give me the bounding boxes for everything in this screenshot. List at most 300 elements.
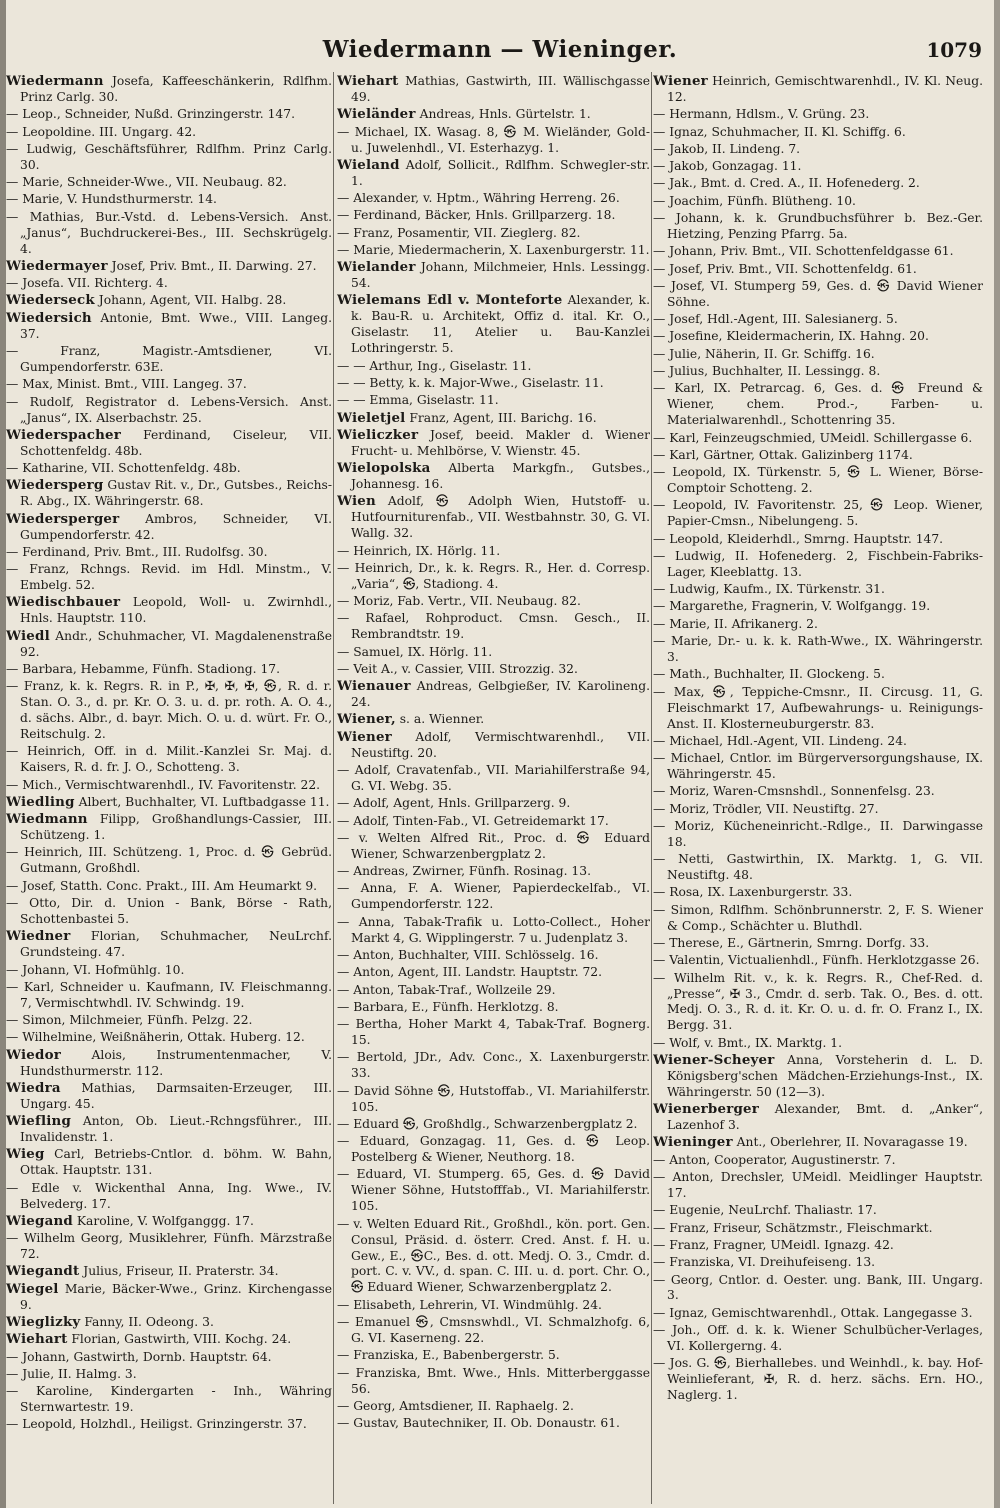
entry-text: Alberta Markgfn., Gutsbes., Johannesg. 16.: [351, 461, 650, 492]
entry-text: — Heinrich, III. Schützeng. 1, Proc. d. ㉿ Gebrüd. Gutmann, Großhdl.: [6, 845, 332, 876]
directory-entry: [653, 971, 983, 1035]
directory-entry: [337, 1366, 650, 1398]
entry-text: — — Betty, k. k. Major-Wwe., Giselastr. 11.: [337, 375, 604, 390]
directory-entry: [337, 208, 650, 224]
entry-text: Ferdinand, Ciseleur, VII. Schottenfeldg. 48b.: [20, 427, 332, 458]
entry-text: — Anton, Buchhalter, VIII. Schlösselg. 16.: [337, 947, 599, 962]
entry-text: — Franz, Fragner, UMeidl. Ignazg. 42.: [653, 1237, 894, 1252]
entry-surname: Wieninger: [653, 1134, 733, 1151]
entry-text: Heinrich, Gemischtwarenhdl., IV. Kl. Neug. 12.: [667, 74, 983, 104]
entry-text: — Ferdinand, Bäcker, Hnls. Grillparzerg. 18.: [337, 208, 616, 223]
directory-entry: [653, 885, 983, 901]
directory-entry: [653, 1135, 983, 1151]
directory-entry: [6, 74, 332, 106]
entry-text: — Wolf, v. Bmt., IX. Marktg. 1.: [653, 1035, 842, 1050]
directory-entry: [337, 393, 650, 409]
directory-entry: [337, 1117, 650, 1133]
entry-text: — Hermann, Hdlsm., V. Grüng. 23.: [653, 107, 870, 122]
entry-text: — Anton, Tabak-Traf., Wollzeile 29.: [337, 982, 556, 997]
directory-entry: [337, 428, 650, 460]
entry-text: — Josef, Priv. Bmt., VII. Schottenfeldg. 61.: [653, 261, 917, 276]
entry-text: — Eduard ㉿, Großhdlg., Schwarzenbergplatz 2.: [337, 1116, 638, 1131]
entry-text: — Bertold, JDr., Adv. Conc., X. Laxenburgerstr. 33.: [337, 1050, 650, 1081]
entry-text: — Leopold, IX. Türkenstr. 5, ㉿ L. Wiener, Börse-Comptoir Schotteng. 2.: [653, 465, 983, 496]
entry-text: — Anton, Agent, III. Landstr. Hauptstr. 72.: [337, 965, 603, 980]
entry-text: — Eduard, VI. Stumperg. 65, Ges. d. ㉿ David Wiener Söhne, Hutstofffab., VI. Mariahilferstr. 105.: [337, 1167, 650, 1214]
entry-surname: Wiegandt: [6, 1263, 80, 1280]
directory-entry: [6, 980, 332, 1012]
entry-text: — Rafael, Rohproduct. Cmsn. Gesch., II. Rembrandtstr. 19.: [337, 611, 650, 642]
directory-entry: [653, 1273, 983, 1305]
entry-text: — Samuel, IX. Hörlg. 11.: [337, 644, 493, 659]
directory-entry: [653, 329, 983, 345]
entry-text: — Veit A., v. Cassier, VIII. Strozzig. 32.: [337, 661, 578, 676]
directory-entry: [6, 679, 332, 743]
directory-entry: [6, 812, 332, 844]
directory-entry: [337, 107, 650, 123]
directory-entry: [653, 107, 983, 123]
entry-text: — Ferdinand, Priv. Bmt., III. Rudolfsg. 30.: [6, 544, 268, 559]
entry-text: Johann, Agent, VII. Halbg. 28.: [98, 293, 287, 308]
entry-text: Antonie, Bmt. Wwe., VIII. Langeg. 37.: [20, 310, 332, 341]
directory-entry: [6, 107, 332, 123]
entry-text: Mathias, Gastwirth, III. Wällischgasse 49.: [351, 74, 650, 104]
entry-text: — Eduard, Gonzagag. 11, Ges. d. ㉿ Leop. Postelberg & Wiener, Neuthorg. 18.: [337, 1134, 650, 1165]
entry-text: — Max, Minist. Bmt., VIII. Langeg. 37.: [6, 377, 247, 392]
entry-text: — Franziska, VI. Dreihufeiseng. 13.: [653, 1255, 876, 1270]
entry-text: s. a. Wienner.: [399, 712, 485, 727]
entry-text: Florian, Gastwirth, VIII. Kochg. 24.: [71, 1332, 292, 1347]
directory-entry: [337, 461, 650, 493]
entry-surname: Wieländer: [337, 106, 416, 123]
entry-surname: Wiedersich: [6, 309, 92, 326]
directory-entry: [6, 662, 332, 678]
entry-text: — Marie, Miedermacherin, X. Laxenburgerstr. 11.: [337, 242, 650, 257]
entry-text: — David Söhne ㉿, Hutstoffab., VI. Mariahilferstr. 105.: [337, 1083, 650, 1114]
entry-text: — Leopoldine. III. Ungarg. 42.: [6, 124, 197, 139]
entry-surname: Wiederspacher: [6, 426, 121, 443]
entry-surname: Wieg: [6, 1146, 45, 1163]
entry-text: — — Arthur, Ing., Giselastr. 11.: [337, 358, 532, 373]
entry-text: Alexander, Bmt. d. „Anker“, Lazenhof 3.: [667, 1102, 983, 1133]
directory-entry: [653, 819, 983, 851]
directory-entry: [6, 896, 332, 928]
directory-entry: [653, 734, 983, 750]
entry-text: — Alexander, v. Hptm., Währing Herreng. 26.: [337, 191, 620, 206]
directory-entry: [653, 549, 983, 581]
directory-entry: [653, 431, 983, 447]
directory-entry: [653, 1255, 983, 1271]
directory-entry: [337, 226, 650, 242]
directory-entry: [653, 903, 983, 935]
entry-surname: Wienauer: [337, 678, 411, 695]
entry-text: — Wilhelmine, Weißnäherin, Ottak. Huberg. 12.: [6, 1030, 305, 1045]
directory-entry: [653, 364, 983, 380]
directory-entry: [6, 1350, 332, 1366]
entry-text: — Bertha, Hoher Markt 4, Tabak-Traf. Bognerg. 15.: [337, 1017, 650, 1048]
entry-text: — Simon, Rdlfhm. Schönbrunnerstr. 2, F. S. Wiener & Comp., Schächter u. Bluthdl.: [653, 902, 983, 933]
directory-entry: [653, 159, 983, 175]
entry-text: — Mich., Vermischtwarenhdl., IV. Favoritenstr. 22.: [6, 777, 321, 792]
entry-text: Mathias, Darmsaiten-Erzeuger, III. Ungarg. 45.: [20, 1080, 332, 1111]
directory-entry: [6, 1048, 332, 1080]
directory-entry: [6, 1367, 332, 1383]
directory-entry: [6, 1332, 332, 1348]
directory-entry: [337, 864, 650, 880]
directory-entry: [6, 1264, 332, 1280]
directory-entry: [653, 751, 983, 783]
entry-text: — Ignaz, Schuhmacher, II. Kl. Schiffg. 6.: [653, 124, 906, 139]
directory-entry: [6, 929, 332, 961]
directory-entry: [337, 158, 650, 190]
entry-text: — Johann, Gastwirth, Dornb. Hauptstr. 64.: [6, 1349, 272, 1364]
entry-text: — Georg, Cntlor. d. Oester. ung. Bank, III. Ungarg. 3.: [653, 1272, 983, 1303]
directory-entry: [6, 1147, 332, 1179]
directory-entry: [337, 1050, 650, 1082]
directory-entry: [337, 831, 650, 863]
directory-entry: [337, 1416, 650, 1432]
directory-entry: [337, 645, 650, 661]
entry-text: — Ignaz, Gemischtwarenhdl., Ottak. Langegasse 3.: [653, 1305, 973, 1320]
directory-entry: [6, 963, 332, 979]
entry-text: — Ludwig, II. Hofenederg. 2, Fischbein-Fabriks-Lager, Kleeblattg. 13.: [653, 548, 983, 579]
entry-text: Adolf, Sollicit., Rdlfhm. Schwegler-str. 1.: [351, 157, 650, 188]
entry-text: — Josef, Hdl.-Agent, III. Salesianerg. 5.: [653, 312, 898, 327]
entry-text: Gustav Rit. v., Dr., Gutsbes., Reichs-R. Abg., IX. Währingerstr. 68.: [20, 478, 332, 509]
directory-entry: [653, 1356, 983, 1404]
entry-text: — Therese, E., Gärtnerin, Smrng. Dorfg. 33.: [653, 935, 930, 950]
directory-entry: [337, 494, 650, 542]
directory-entry: [653, 498, 983, 530]
directory-entry: [6, 879, 332, 895]
directory-entry: [337, 1217, 650, 1297]
entry-text: — Marie, Schneider-Wwe., VII. Neubaug. 82.: [6, 175, 287, 190]
entry-surname: Wiederseck: [6, 292, 95, 309]
directory-entry: [653, 1036, 983, 1052]
entry-text: — Leopold, IV. Favoritenstr. 25, ㉿ Leop. Wiener, Papier-Cmsn., Nibelungeng. 5.: [653, 498, 983, 529]
entry-text: — v. Welten Alfred Rit., Proc. d. ㉿ Eduard Wiener, Schwarzenbergplatz 2.: [337, 830, 650, 861]
directory-entry: [337, 191, 650, 207]
entry-text: — Karl, Schneider u. Kaufmann, IV. Fleischmanng. 7, Vermischtwhdl. IV. Schwindg. 19.: [6, 979, 332, 1010]
directory-entry: [337, 948, 650, 964]
directory-entry: [6, 1013, 332, 1029]
entry-surname: Wiefling: [6, 1113, 72, 1130]
entry-text: — Wilhelm Rit. v., k. k. Regrs. R., Chef-Red. d. „Presse“, ✠ 3., Cmdr. d. serb. Tak. O., Bes. d. ott. Medj. O. 3., R. d. it. Kr. O. u. d. fr. O. Franz I., IX. Bergg. 31.: [653, 970, 983, 1033]
directory-entry: [653, 211, 983, 243]
entry-text: Andreas, Hnls. Gürtelstr. 1.: [419, 107, 591, 122]
entry-text: — Valentin, Victualienhdl., Fünfh. Herklotzgasse 26.: [653, 953, 980, 968]
directory-entry: [6, 1214, 332, 1230]
entry-text: — Barbara, Hebamme, Fünfh. Stadiong. 17.: [6, 661, 281, 676]
directory-entry: [6, 461, 332, 477]
directory-entry: [337, 611, 650, 643]
directory-entry: [337, 359, 650, 375]
entry-text: Ambros, Schneider, VI. Gumpendorferstr. 42.: [20, 511, 332, 542]
entry-text: — Anton, Cooperator, Augustinerstr. 7.: [653, 1152, 896, 1167]
directory-entry: [337, 983, 650, 999]
directory-entry: [337, 561, 650, 593]
entry-text: — Netti, Gastwirthin, IX. Marktg. 1, G. VII. Neustiftg. 48.: [653, 852, 983, 883]
directory-entry: [653, 176, 983, 192]
running-title: Wiedermann — Wieninger.: [322, 36, 678, 63]
entry-text: — Leop., Schneider, Nußd. Grinzingerstr. 147.: [6, 107, 295, 122]
directory-entry: [653, 448, 983, 464]
page-edge-right: [994, 0, 1000, 1508]
entry-surname: Wiedersperg: [6, 477, 104, 494]
entry-text: — Elisabeth, Lehrerin, VI. Windmühlg. 24.: [337, 1297, 602, 1312]
entry-surname: Wieletjel: [337, 409, 406, 426]
entry-text: — Anna, Tabak-Trafik u. Lotto-Collect., Hoher Markt 4, G. Wipplingerstr. 7 u. Judenplatz 3.: [337, 914, 650, 945]
entry-text: — Simon, Milchmeier, Fünfh. Pelzg. 22.: [6, 1013, 253, 1028]
directory-entry: [337, 1084, 650, 1116]
directory-entry: [653, 953, 983, 969]
directory-entry: [6, 276, 332, 292]
entry-text: — Josef, VI. Stumperg 59, Ges. d. ㉿ David Wiener Söhne.: [653, 278, 983, 309]
directory-entry: [337, 881, 650, 913]
entry-text: — Jos. G. ㉿, Bierhallebes. und Weinhdl., k. bay. Hof-Weinlieferant, ✠, R. d. herz. sächs. Ern. HO., Naglerg. 1.: [653, 1356, 983, 1403]
entry-surname: Wieland: [337, 156, 400, 173]
entry-text: Ant., Oberlehrer, II. Novaragasse 19.: [736, 1135, 968, 1150]
entry-text: — Julie, II. Halmg. 3.: [6, 1366, 137, 1381]
entry-surname: Wiener-Scheyer: [653, 1052, 775, 1069]
directory-entry: [6, 125, 332, 141]
directory-entry: [337, 1017, 650, 1049]
entry-surname: Wielopolska: [337, 460, 431, 477]
directory-entry: [653, 194, 983, 210]
directory-entry: [6, 210, 332, 258]
directory-entry: [653, 936, 983, 952]
entry-text: — Franz, Posamentir, VII. Zieglerg. 82.: [337, 225, 581, 240]
directory-entry: [6, 395, 332, 427]
column-rule: [333, 72, 334, 1504]
entry-text: — Wilhelm Georg, Musiklehrer, Fünfh. Märzstraße 72.: [6, 1231, 332, 1262]
entry-text: — Marie, Dr.- u. k. k. Rath-Wwe., IX. Währingerstr. 3.: [653, 634, 983, 664]
entry-text: Adolf, Vermischtwarenhdl., VII. Neustiftg. 20.: [351, 729, 650, 760]
directory-entry: [653, 1053, 983, 1101]
entry-text: Alois, Instrumentenmacher, V. Hundsthurmerstr. 112.: [20, 1047, 332, 1078]
entry-text: — Math., Buchhalter, II. Glockeng. 5.: [653, 667, 885, 682]
entry-text: — Julius, Buchhalter, II. Lessingg. 8.: [653, 364, 881, 379]
entry-text: — Heinrich, Off. in d. Milit.-Kanzlei Sr. Maj. d. Kaisers, R. d. fr. J. O., Schotteng. 3.: [6, 744, 332, 775]
directory-entry: [337, 74, 650, 106]
entry-text: — Adolf, Cravatenfab., VII. Mariahilferstraße 94, G. VI. Webg. 35.: [337, 763, 650, 793]
entry-text: — Katharine, VII. Schottenfeldg. 48b.: [6, 461, 241, 476]
directory-entry: [6, 744, 332, 776]
directory-entry: [653, 599, 983, 615]
directory-entry: [653, 784, 983, 800]
entry-text: — Rudolf, Registrator d. Lebens-Versich. Anst. „Janus“, IX. Alserbachstr. 25.: [6, 394, 332, 425]
directory-entry: [653, 1170, 983, 1202]
entry-text: — Michael, Hdl.-Agent, VII. Lindeng. 24.: [653, 733, 907, 748]
directory-entry: [653, 667, 983, 683]
entry-text: — Moriz, Fab. Vertr., VII. Neubaug. 82.: [337, 594, 581, 609]
entry-surname: Wiegel: [6, 1280, 59, 1297]
entry-text: — Ludwig, Kaufm., IX. Türkenstr. 31.: [653, 582, 885, 597]
entry-text: — Eugenie, NeuLrchf. Thaliastr. 17.: [653, 1203, 877, 1218]
entry-text: — Joh., Off. d. k. k. Wiener Schulbücher-Verlages, VI. Kollergerng. 4.: [653, 1323, 983, 1354]
entry-text: — Josefine, Kleidermacherin, IX. Hahng. 20.: [653, 329, 929, 344]
entry-text: — Karl, IX. Petrarcag. 6, Ges. d. ㉿ Freund & Wiener, chem. Prod.-, Farben- u. Materialwarenhdl., Schottenring 35.: [653, 381, 983, 428]
entry-text: Anna, Vorsteherin d. L. D. Königsberg'schen Mädchen-Erziehungs-Inst., IX. Währingerstr. 50 (12—3).: [667, 1053, 983, 1099]
directory-entry: [6, 1417, 332, 1433]
entry-text: Andreas, Gelbgießer, IV. Karolineng. 24.: [351, 679, 650, 710]
running-header: [0, 36, 1000, 76]
entry-text: — Margarethe, Fragnerin, V. Wolfgangg. 19.: [653, 599, 931, 614]
directory-entry: [6, 1315, 332, 1331]
directory-entry: [6, 142, 332, 174]
directory-entry: [653, 617, 983, 633]
entry-text: — Edle v. Wickenthal Anna, Ing. Wwe., IV. Belvederg. 17.: [6, 1180, 332, 1211]
entry-text: — Franz, k. k. Regrs. R. in P., ✠, ✠, ✠, ㉿, R. d. r. Stan. O. 3., d. pr. Kr. O. 3. u. d. pr. roth. A. O. 4., d. sächs. Albr., d. bayr. Mich. O. u. d. würt. Fr. O., Reitschulg. 2.: [6, 679, 332, 742]
directory-entry: [6, 562, 332, 594]
entry-text: Karoline, V. Wolfganggg. 17.: [76, 1213, 254, 1228]
entry-text: Josef, Priv. Bmt., II. Darwing. 27.: [111, 258, 317, 273]
entry-text: Josefa, Kaffeeschänkerin, Rdlfhm. Prinz Carlg. 30.: [20, 74, 332, 104]
directory-entry: [653, 1306, 983, 1322]
directory-entry: [653, 381, 983, 429]
entry-surname: Wiehart: [6, 1331, 68, 1348]
directory-entry: [653, 1238, 983, 1254]
entry-text: — Josefa. VII. Richterg. 4.: [6, 276, 168, 291]
entry-surname: Wiedmann: [6, 811, 88, 828]
directory-entry: [337, 260, 650, 292]
directory-entry: [337, 814, 650, 830]
entry-text: — Franz, Friseur, Schätzmstr., Fleischmarkt.: [653, 1220, 933, 1235]
entry-text: — Franz, Rchngs. Revid. im Hdl. Minstm., V. Embelg. 52.: [6, 562, 332, 593]
entry-text: — Moriz, Trödler, VII. Neustiftg. 27.: [653, 801, 879, 816]
directory-entry: [337, 1315, 650, 1347]
directory-entry: [653, 1221, 983, 1237]
entry-text: Florian, Schuhmacher, NeuLrchf. Grundsteing. 47.: [20, 929, 332, 960]
entry-text: — Franziska, Bmt. Wwe., Hnls. Mitterberggasse 56.: [337, 1365, 650, 1396]
directory-entry: [337, 544, 650, 560]
column-3: [653, 74, 983, 1504]
directory-entry: [6, 795, 332, 811]
directory-entry: [653, 125, 983, 141]
entry-surname: Wiedermayer: [6, 257, 108, 274]
entry-surname: Wienerberger: [653, 1101, 759, 1118]
directory-entry: [337, 125, 650, 157]
directory-entry: [6, 344, 332, 376]
entry-text: — Adolf, Agent, Hnls. Grillparzerg. 9.: [337, 796, 571, 811]
column-rule: [651, 72, 652, 1504]
entry-text: — Leopold, Holzhdl., Heiligst. Grinzingerstr. 37.: [6, 1417, 307, 1432]
directory-entry: [337, 1134, 650, 1166]
entry-text: Alexander, k. k. Bau-R. u. Architekt, Offiz d. ital. Kr. O., Giselastr. 11, Atelier u. Bau-Kanzlei Lothringerstr. 5.: [351, 293, 650, 356]
entry-text: Carl, Betriebs-Cntlor. d. böhm. W. Bahn, Ottak. Hauptstr. 131.: [20, 1147, 332, 1178]
entry-text: — Anna, F. A. Wiener, Papierdeckelfab., VI. Gumpendorferstr. 122.: [337, 881, 650, 912]
entry-text: — Jak., Bmt. d. Cred. A., II. Hofenederg. 2.: [653, 176, 920, 191]
directory-entry: [653, 1203, 983, 1219]
entry-text: Julius, Friseur, II. Praterstr. 34.: [83, 1264, 279, 1279]
entry-surname: Wiedner: [6, 928, 71, 945]
entry-text: — Franziska, E., Babenbergerstr. 5.: [337, 1348, 560, 1363]
entry-text: — Marie, II. Afrikanerg. 2.: [653, 616, 818, 631]
directory-entry: [337, 594, 650, 610]
directory-entry: [6, 512, 332, 544]
entry-text: Josef, beeid. Makler d. Wiener Frucht- u. Mehlbörse, V. Wienstr. 45.: [351, 427, 650, 458]
directory-entry: [6, 1384, 332, 1416]
entry-text: — Jakob, Gonzagag. 11.: [653, 159, 802, 174]
entry-text: — Johann, k. k. Grundbuchsführer b. Bez.-Ger. Hietzing, Penzing Pfarrg. 5a.: [653, 211, 983, 241]
directory-entry: [6, 629, 332, 661]
directory-entry: [653, 465, 983, 497]
entry-surname: Wiegand: [6, 1212, 73, 1229]
directory-entry: [653, 74, 983, 106]
directory-entry: [337, 730, 650, 762]
directory-entry: [653, 1323, 983, 1355]
directory-entry: [337, 1000, 650, 1016]
directory-entry: [6, 293, 332, 309]
entry-text: Filipp, Großhandlungs-Cassier, III. Schützeng. 1.: [20, 812, 332, 843]
entry-text: — Heinrich, IX. Hörlg. 11.: [337, 543, 501, 558]
directory-entry: [6, 175, 332, 191]
directory-entry: [6, 377, 332, 393]
directory-entry: [6, 545, 332, 561]
entry-text: — Franz, Magistr.-Amtsdiener, VI. Gumpendorferstr. 63E.: [6, 344, 332, 374]
directory-entry: [653, 532, 983, 548]
entry-surname: Wielemans Edl v. Monteforte: [337, 292, 563, 309]
entry-text: Fanny, II. Odeong. 3.: [84, 1315, 214, 1329]
entry-text: Andr., Schuhmacher, VI. Magdalenenstraße 92.: [20, 628, 332, 659]
directory-entry: [337, 1348, 650, 1364]
entry-text: — Anton, Drechsler, UMeidl. Meidlinger Hauptstr. 17.: [653, 1170, 983, 1201]
entry-surname: Wiedl: [6, 627, 50, 644]
entry-text: — Joachim, Fünfh. Blütheng. 10.: [653, 193, 856, 208]
directory-entry: [653, 802, 983, 818]
entry-text: — Heinrich, Dr., k. k. Regrs. R., Her. d. Corresp. „Varia“, ㉿, Stadiong. 4.: [337, 560, 650, 591]
entry-surname: Wieliczker: [337, 426, 419, 443]
directory-entry: [653, 1153, 983, 1169]
directory-entry: [653, 244, 983, 260]
directory-entry: [6, 1231, 332, 1263]
directory-entry: [6, 259, 332, 275]
entry-text: — Emanuel ㉿, Cmsnswhdl., VI. Schmalzhofg. 6, G. VI. Kaserneng. 22.: [337, 1315, 650, 1345]
entry-text: Marie, Bäcker-Wwe., Grinz. Kirchengasse 9.: [20, 1281, 332, 1312]
entry-surname: Wiedra: [6, 1079, 61, 1096]
directory-entry: [337, 679, 650, 711]
directory-entry: [337, 243, 650, 259]
directory-entry: [337, 796, 650, 812]
directory-entry: [6, 1114, 332, 1146]
entry-text: — Johann, Priv. Bmt., VII. Schottenfeldgasse 61.: [653, 244, 954, 259]
entry-surname: Wiehart: [337, 74, 399, 89]
directory-entry: [6, 845, 332, 877]
entry-text: — Karl, Feinzeugschmied, UMeidl. Schillergasse 6.: [653, 430, 973, 445]
directory-entry: [6, 311, 332, 343]
entry-text: — Adolf, Tinten-Fab., VI. Getreidemarkt 17.: [337, 813, 609, 828]
page-number: 1079: [926, 38, 982, 62]
entry-surname: Wiener: [337, 728, 392, 745]
directory-entry: [6, 778, 332, 794]
entry-text: — Moriz, Kücheneinricht.-Rdlge., II. Darwingasse 18.: [653, 818, 983, 849]
directory-entry: [653, 347, 983, 363]
entry-text: — Moriz, Waren-Cmsnshdl., Sonnenfelsg. 23.: [653, 784, 935, 799]
entry-text: — Mathias, Bur.-Vstd. d. Lebens-Versich. Anst. „Janus“, Buchdruckerei-Bes., III. Sechskrügelg. 4.: [6, 209, 332, 256]
entry-surname: Wiener: [653, 74, 708, 89]
entry-surname: Wieglizky: [6, 1314, 81, 1330]
entry-text: — Barbara, E., Fünfh. Herklotzg. 8.: [337, 999, 559, 1014]
entry-text: — Leopold, Kleiderhdl., Smrng. Hauptstr. 147.: [653, 531, 944, 546]
entry-text: Franz, Agent, III. Barichg. 16.: [409, 410, 597, 425]
directory-entry: [6, 1030, 332, 1046]
entry-text: — Michael, Cntlor. im Bürgerversorgungshause, IX. Währingerstr. 45.: [653, 751, 983, 782]
directory-entry: [6, 595, 332, 627]
entry-surname: Wiedling: [6, 793, 75, 810]
directory-entry: [337, 411, 650, 427]
entry-text: — Michael, IX. Wasag. 8, ㉿ M. Wieländer, Gold- u. Juwelenhdl., VI. Esterhazyg. 1.: [337, 124, 650, 155]
directory-entry: [337, 1399, 650, 1415]
